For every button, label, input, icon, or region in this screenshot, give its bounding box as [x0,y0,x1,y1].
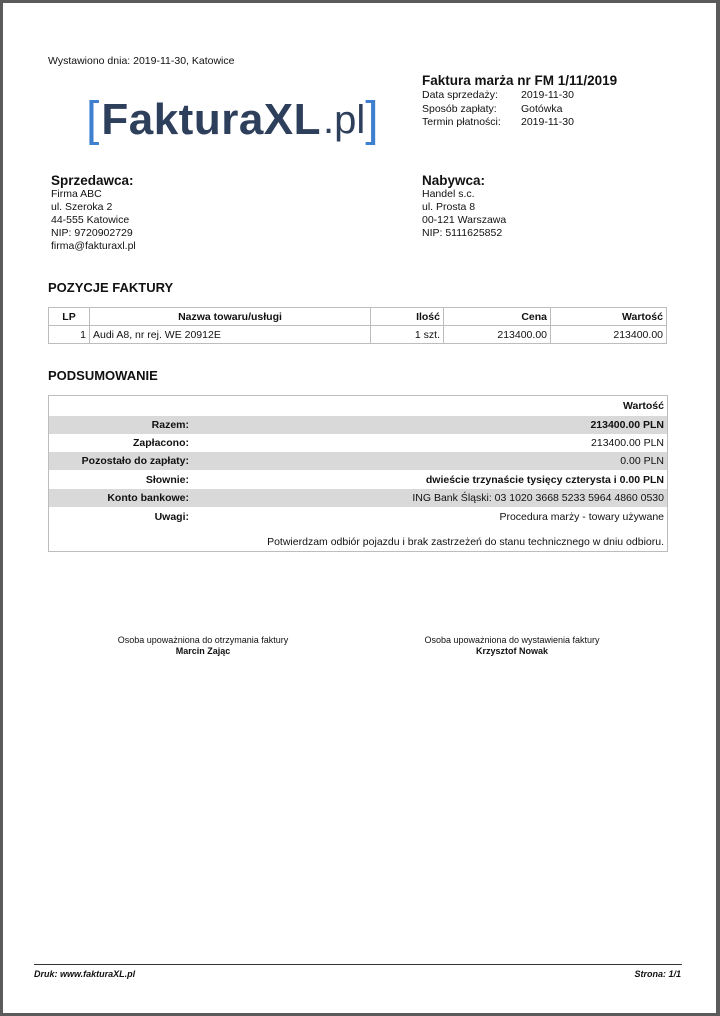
logo-brand: FakturaXL [101,95,322,144]
cell-price: 213400.00 [444,326,551,344]
seller-street: ul. Szeroka 2 [51,201,113,213]
col-lp: LP [49,308,90,326]
buyer-street: ul. Prosta 8 [422,201,476,213]
cell-qty: 1 szt. [371,326,444,344]
buyer-heading: Nabywca: [422,173,486,188]
col-name: Nazwa towaru/usługi [90,308,371,326]
logo-bracket-close: ] [365,93,379,146]
seller-name: Firma ABC [51,188,102,200]
logo-domain: .pl [323,98,366,142]
summary-heading: PODSUMOWANIE [48,368,158,383]
summary-row-total: Razem: 213400.00 PLN [49,416,667,434]
table-row [49,326,667,344]
items-header-row [49,308,667,326]
seller-details [51,188,136,253]
summary-note-row [49,533,667,551]
summary-note: Potwierdzam odbiór pojazdu i brak zastrzeżeń do stanu technicznego w dniu odbioru. [267,536,664,548]
signature-caption: Osoba upoważniona do otrzymania faktury [117,635,289,645]
seller-nip: NIP: 9720902729 [51,227,133,239]
cell-value: 213400.00 [551,326,667,344]
signature-name: Krzysztof Nowak [475,646,548,656]
invoice-title: Faktura marża nr FM 1/11/2019 [422,73,618,88]
summary-column-label: Wartość [622,400,664,412]
signature-caption: Osoba upoważniona do wystawienia faktury [424,635,600,645]
summary-row-remaining: Pozostało do zapłaty: 0.00 PLN [49,452,667,470]
buyer-details [422,188,506,240]
summary-row-paid: Zapłacono: 213400.00 PLN [132,437,664,449]
seller-city: 44-555 Katowice [51,214,130,226]
footer-divider [34,964,682,965]
buyer-nip: NIP: 5111625852 [422,227,503,239]
meta-payment-method: Sposób zapłaty: Gotówka [422,102,563,115]
fakturaxl-logo [86,95,379,145]
meta-payment-due: Termin płatności: 2019-11-30 [422,116,574,128]
issue-date-place: Wystawiono dnia: 2019-11-30, Katowice [48,55,235,67]
col-price: Cena [444,308,551,326]
summary-column-header [49,397,667,415]
col-value: Wartość [551,308,667,326]
invoice-page [3,3,716,1013]
summary-row-remarks: Uwagi: Procedura marży - towary używane [154,511,664,523]
cell-lp: 1 [49,326,90,344]
seller-heading: Sprzedawca: [51,173,134,188]
col-qty: Ilość [371,308,444,326]
buyer-name: Handel s.c. [422,188,475,200]
summary-row-in-words: Słownie: dwieście trzynaście tysięcy czterysta i 0.00 PLN [145,474,664,486]
items-table [48,307,667,344]
signature-name: Marcin Zając [175,646,231,656]
footer-page-number: Strona: 1/1 [634,969,681,979]
signature-issuer [392,635,632,657]
invoice-meta [422,89,574,130]
items-heading: POZYCJE FAKTURY [48,280,174,295]
meta-sale-date: Data sprzedaży: 2019-11-30 [422,89,574,101]
cell-name: Audi A8, nr rej. WE 20912E [90,326,371,344]
summary-box [48,395,668,552]
summary-row-bank-account: Konto bankowe: ING Bank Śląski: 03 1020 3668 5233 5964 4860 0530 [49,489,667,507]
footer-print: Druk: www.fakturaXL.pl [34,969,136,979]
logo-bracket-open: [ [86,93,100,146]
seller-email: firma@fakturaxl.pl [51,240,136,252]
signature-receiver [83,635,323,657]
buyer-city: 00-121 Warszawa [422,214,507,226]
